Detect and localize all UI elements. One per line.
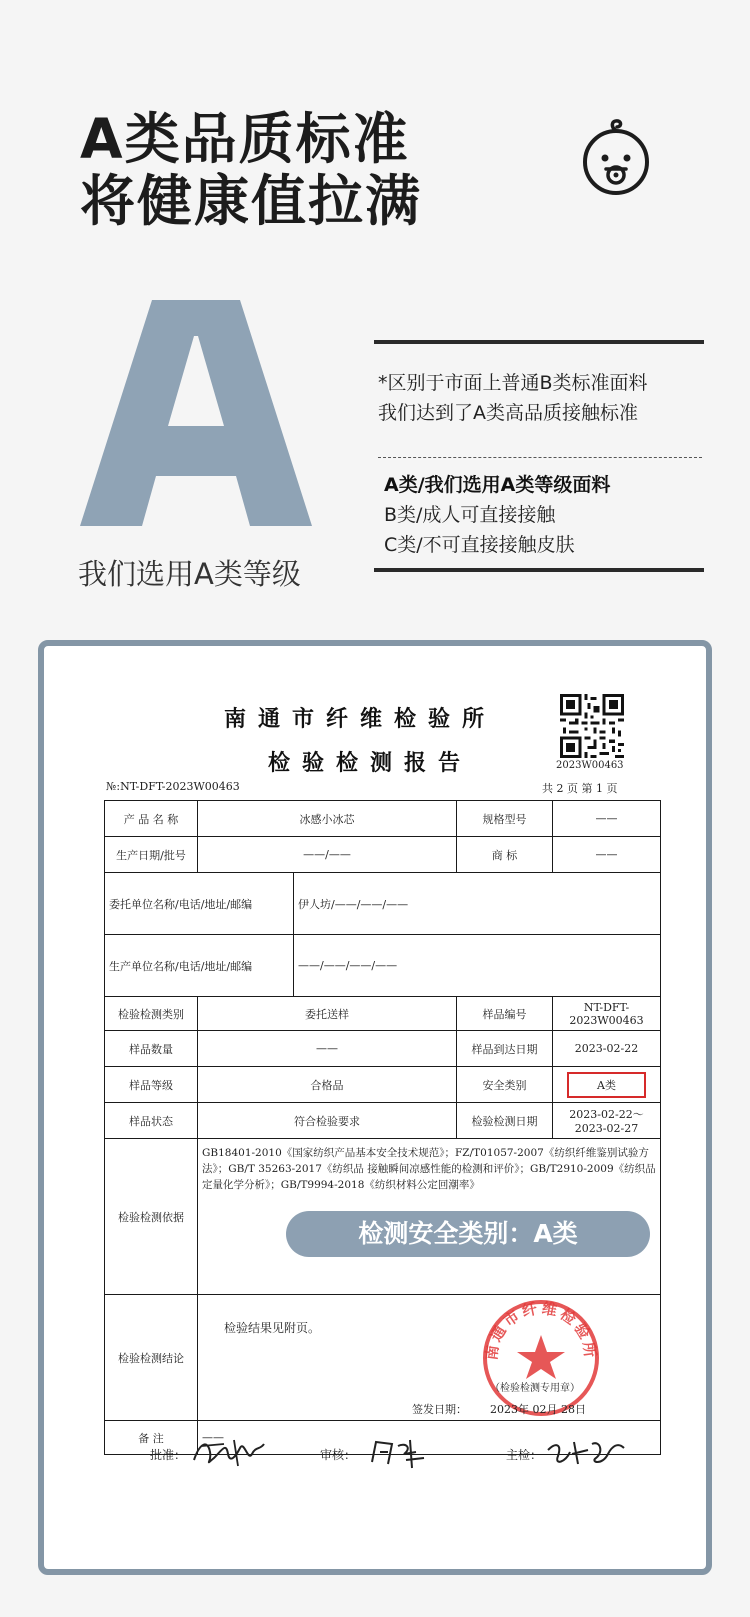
approve-label: 批准： [150,1448,187,1462]
divider [374,568,704,572]
table-cell-value: NT-DFT-2023W00463 [553,997,661,1031]
svg-text:南通市纤维检验所: 南通市纤维检验所 [482,1299,600,1362]
issue-date-label: 签发日期： [412,1403,467,1416]
table-cell-label: 样品状态 [105,1103,198,1139]
table-cell-label: 检验检测类别 [105,997,198,1031]
table-row [105,1067,661,1103]
info-note-line-1: *区别于市面上普通B类标准面料 [378,372,648,394]
table-cell-value: —— [553,801,661,837]
hero-title [80,108,540,232]
table-cell-label: 样品等级 [105,1067,198,1103]
table-cell-value: 合格品 [198,1067,457,1103]
grade-list-item-b: B类/成人可直接接触 [384,504,556,526]
table-cell-value: —— [198,1421,661,1455]
inspector-signature [544,1432,630,1472]
grade-list [384,470,610,560]
table-cell-value: 2023-02-22 [553,1031,661,1067]
table-row [105,1295,661,1421]
big-letter-a [80,300,312,526]
safety-class-cell [553,1067,661,1103]
table-cell-label: 生产单位名称/电话/地址/邮编 [105,935,294,997]
safety-class-highlight: A类 [567,1072,646,1098]
report-number: №:NT-DFT-2023W00463 [106,780,240,793]
table-cell-label: 检验检测日期 [457,1103,553,1139]
table-row [105,935,661,997]
table-cell-label: 检验检测结论 [105,1295,198,1421]
report-table [104,800,661,1455]
conclusion-text: 检验结果见附页。 [224,1321,321,1335]
table-row [105,1139,661,1295]
table-cell-label: 生产日期/批号 [105,837,198,873]
table-cell-value: 2023-02-22～2023-02-27 [553,1103,661,1139]
basis-cell [198,1139,661,1295]
divider [374,340,704,344]
basis-text: GB18401-2010《国家纺织产品基本安全技术规范》；FZ/T01057-2007《纺织纤维鉴别试验方法》；GB/T 35263-2017《纺织品 接触瞬间凉感性能的检测和评价》；GB/T2910-2009《纺织品 定量化学分析》；GB/T9994-2018《纺织材料公定回潮率》 [202,1147,656,1191]
test-report [44,646,706,1569]
table-row [105,873,661,935]
table-cell-value: 冰感小冰芯 [198,801,457,837]
table-row [105,1103,661,1139]
table-cell-value: ——/—— [198,837,457,873]
review-label: 审核： [320,1448,357,1462]
qr-caption: 2023W00463 [556,760,624,771]
signature-row [140,1436,660,1476]
table-cell-label: 检验检测依据 [105,1139,198,1295]
table-cell-label: 商 标 [457,837,553,873]
table-cell-label: 样品编号 [457,997,553,1031]
table-cell-value: —— [553,837,661,873]
table-cell-label: 样品数量 [105,1031,198,1067]
hero-title-line-1: A类品质标准 [80,107,410,171]
table-cell-value: 委托送样 [198,997,457,1031]
test-report-frame [38,640,712,1575]
dashed-divider [378,457,702,458]
table-cell-label: 委托单位名称/电话/地址/邮编 [105,873,294,935]
grade-list-item-a: A类/我们选用A类等级面料 [384,474,611,496]
grade-info-box [374,340,704,572]
chief-inspector-label: 主检： [506,1448,543,1462]
table-row [105,801,661,837]
conclusion-cell [198,1295,661,1421]
grade-caption: 我们选用A类等级 [78,557,301,591]
info-note-line-2: 我们达到了A类高品质接触标准 [378,402,638,424]
approver-signature [190,1432,268,1472]
table-row [105,997,661,1031]
safety-class-banner: 检测安全类别：A类 [286,1211,650,1257]
report-title: 检验检测报告 [268,750,473,776]
seal-note: （检验检测专用章） [490,1383,580,1394]
table-cell-label: 样品到达日期 [457,1031,553,1067]
baby-face-icon [574,116,658,200]
table-cell-value: 符合检验要求 [198,1103,457,1139]
qr-code-icon [560,694,624,758]
hero-title-line-2: 将健康值拉满 [80,169,423,233]
grade-list-item-c: C类/不可直接接触皮肤 [384,534,575,556]
table-cell-value: 伊人坊/——/——/—— [294,873,661,935]
table-cell-label: 备 注 [105,1421,198,1455]
table-cell-value: ——/——/——/—— [294,935,661,997]
table-cell-label: 规格型号 [457,801,553,837]
table-cell-label: 安全类别 [457,1067,553,1103]
page-count: 共 2 页 第 1 页 [542,782,618,795]
table-row [105,837,661,873]
reviewer-signature [366,1432,430,1472]
table-cell-value: —— [198,1031,457,1067]
report-organization: 南通市纤维检验所 [224,706,497,732]
table-row [105,1031,661,1067]
issue-date: 2023年 02月 28日 [490,1403,586,1416]
table-cell-label: 产 品 名 称 [105,801,198,837]
info-note [378,368,708,428]
